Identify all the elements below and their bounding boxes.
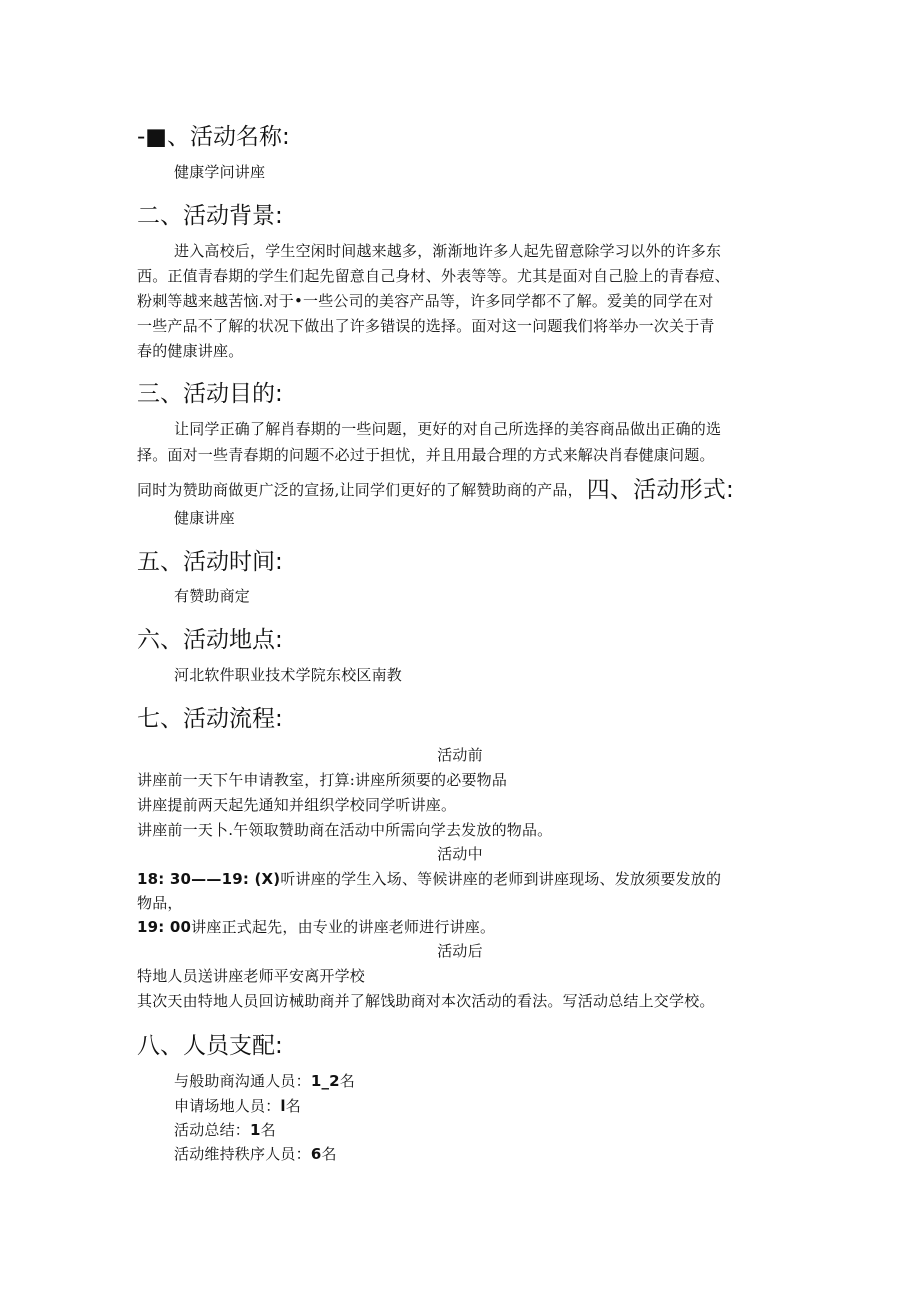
process-after-line: 其次天由特地人员回访械助商并了解饯助商对本次活动的看法。写活动总结上交学校。 — [137, 992, 715, 1010]
heading-background: 二、活动背景: — [137, 203, 283, 229]
purpose-line: 让同学正确了解肖春期的一些问题，更好的对自己所选择的美容商品做出正确的选 — [174, 420, 722, 438]
staffing-count: 1_2 — [310, 1072, 340, 1090]
process-time: 18: 30——19: (X) — [137, 870, 281, 888]
staffing-unit: 名 — [339, 1072, 355, 1090]
process-during-title: 活动中 — [437, 845, 483, 863]
process-before-line: 讲座提前两天起先通知并组织学校同学听讲座。 — [137, 796, 457, 814]
staffing-unit: 名 — [260, 1121, 276, 1139]
staffing-count: l — [280, 1097, 286, 1115]
process-during-text: 听讲座的学生入场、等候讲座的老师到讲座现场、发放须要发放的 — [280, 870, 722, 888]
process-time: 19: 00 — [137, 918, 192, 936]
staffing-unit: 名 — [285, 1097, 301, 1115]
staffing-label: 活动维持秩序人员： — [174, 1145, 311, 1163]
background-line: 西。正值青春期的学生们起先留意自己身材、外表等等。尤其是面对自己脸上的青春痘、 — [137, 267, 730, 285]
staffing-count: 1 — [250, 1121, 261, 1139]
staffing-unit: 名 — [321, 1145, 337, 1163]
process-after-line: 特地人员送讲座老师平安离开学校 — [137, 967, 366, 985]
process-during-line — [137, 868, 721, 890]
purpose-line-with-heading — [137, 479, 734, 501]
heading-purpose: 三、活动目的: — [137, 381, 283, 407]
staffing-item — [174, 1119, 276, 1141]
staffing-item — [174, 1143, 337, 1165]
staffing-label: 与般助商沟通人员： — [174, 1072, 311, 1090]
purpose-line: 择。面对一些青春期的问题不必过于担忧，并且用最合理的方式来解决肖春健康问题。 — [137, 446, 715, 464]
activity-name-text: 健康学问讲座 — [174, 163, 266, 181]
purpose-line-text: 同时为赞助商做更广泛的宣扬,让同学们更好的了解赞助商的产品， — [137, 481, 583, 499]
heading-activity-name: -■、活动名称: — [137, 124, 290, 150]
staffing-item — [174, 1095, 301, 1117]
process-during-line — [137, 916, 495, 938]
heading-format: 四、活动形式: — [586, 477, 734, 503]
process-before-line: 讲座前一天卜.午领取赞助商在活动中所需向学去发放的物品。 — [137, 821, 553, 839]
background-line: 一些产品不了解的状况下做出了许多错误的选择。面对这一问题我们将举办一次关于青 — [137, 317, 715, 335]
background-line: 春的健康讲座。 — [137, 342, 244, 360]
process-before-line: 讲座前一天下午申请教室，打算:讲座所须要的必要物品 — [137, 771, 508, 789]
staffing-count: 6 — [310, 1145, 322, 1163]
process-during-text: 讲座正式起先，由专业的讲座老师进行讲座。 — [191, 918, 496, 936]
heading-process: 七、活动流程: — [137, 706, 283, 732]
staffing-item — [174, 1070, 355, 1092]
heading-time: 五、活动时间: — [137, 549, 283, 575]
location-text: 河北软件职业技术学院东校区南教 — [174, 666, 403, 684]
heading-staffing: 八、人员支配: — [137, 1033, 283, 1059]
process-after-title: 活动后 — [437, 942, 483, 960]
background-line: 粉刺等越来越苦恼.对于•一些公司的美容产品等，许多同学都不了解。爱美的同学在对 — [137, 292, 714, 310]
heading-location: 六、活动地点: — [137, 627, 283, 653]
time-text: 有赞助商定 — [174, 587, 251, 605]
process-before-title: 活动前 — [437, 746, 483, 764]
staffing-label: 申请场地人员： — [174, 1097, 281, 1115]
background-line: 进入高校后，学生空闲时间越来越多，渐渐地许多人起先留意除学习以外的许多东 — [174, 242, 722, 260]
process-during-cont: 物品， — [137, 894, 183, 912]
format-text: 健康讲座 — [174, 509, 235, 527]
staffing-label: 活动总结： — [174, 1121, 251, 1139]
